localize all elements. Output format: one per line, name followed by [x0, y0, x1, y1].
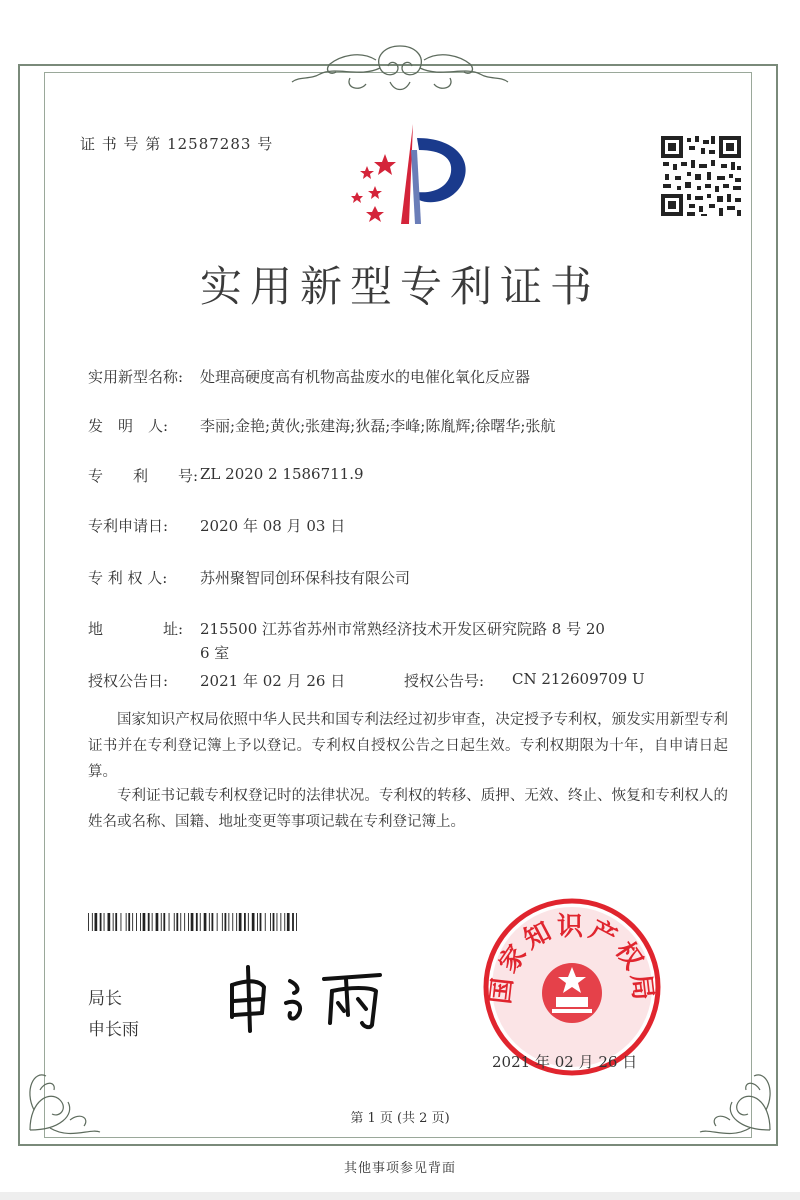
statement-paragraph-1: 国家知识产权局依照中华人民共和国专利法经过初步审查，决定授予专利权，颁发实用新型专利证书并在专利登记簿上予以登记。专利权自授权公告之日起生效。专利权期限为十年，自申请日起算。	[88, 712, 728, 780]
seal-date: 2021 年 02 月 26 日	[492, 1053, 638, 1071]
name-label: 实用新型名称:	[88, 368, 184, 386]
inventor-value: 李丽;金艳;黄伙;张建海;狄磊;李峰;陈胤辉;徐曙华;张航	[200, 417, 556, 435]
filing-date-value: 2020 年 08 月 03 日	[200, 517, 346, 535]
grant-number-label: 授权公告号:	[404, 672, 485, 690]
top-ornament	[280, 38, 520, 98]
address-label: 地 址:	[88, 620, 184, 638]
page-title: 实用新型专利证书	[199, 262, 600, 311]
official-seal	[482, 897, 662, 1077]
director-title: 局长	[88, 989, 122, 1009]
filing-date-label: 专利申请日:	[88, 517, 169, 535]
director-signature	[220, 955, 410, 1035]
bottom-strip	[0, 1192, 800, 1200]
patentee-label: 专 利 权 人:	[88, 569, 168, 587]
patentee-value: 苏州聚智同创环保科技有限公司	[200, 569, 411, 587]
grant-date-value: 2021 年 02 月 26 日	[200, 672, 346, 690]
director-name: 申长雨	[88, 1020, 139, 1040]
inventor-label: 发 明 人:	[88, 417, 169, 435]
certificate-number: 证 书 号 第 12587283 号	[80, 135, 274, 153]
grant-number-value: CN 212609709 U	[512, 670, 645, 688]
patent-number-value: ZL 2020 2 1586711.9	[200, 465, 364, 483]
name-value: 处理高硬度高有机物高盐废水的电催化氧化反应器	[200, 368, 531, 386]
page-number: 第 1 页 (共 2 页)	[350, 1111, 450, 1126]
address-value-line-1: 215500 江苏省苏州市常熟经济技术开发区研究院路 8 号 20	[200, 620, 605, 638]
barcode	[88, 913, 300, 931]
statement-paragraph-2: 专利证书记载专利权登记时的法律状况。专利权的转移、质押、无效、终止、恢复和专利权人的姓名或名称、国籍、地址变更等事项记载在专利登记簿上。	[88, 788, 728, 830]
patent-number-label: 专 利 号:	[88, 467, 199, 485]
qr-code	[661, 136, 741, 216]
grant-date-label: 授权公告日:	[88, 672, 169, 690]
seal-text: 国家知识产权局	[485, 912, 659, 1006]
address-value-line-2: 6 室	[200, 644, 230, 662]
patent-office-logo	[345, 120, 475, 230]
back-note: 其他事项参见背面	[343, 1161, 456, 1176]
